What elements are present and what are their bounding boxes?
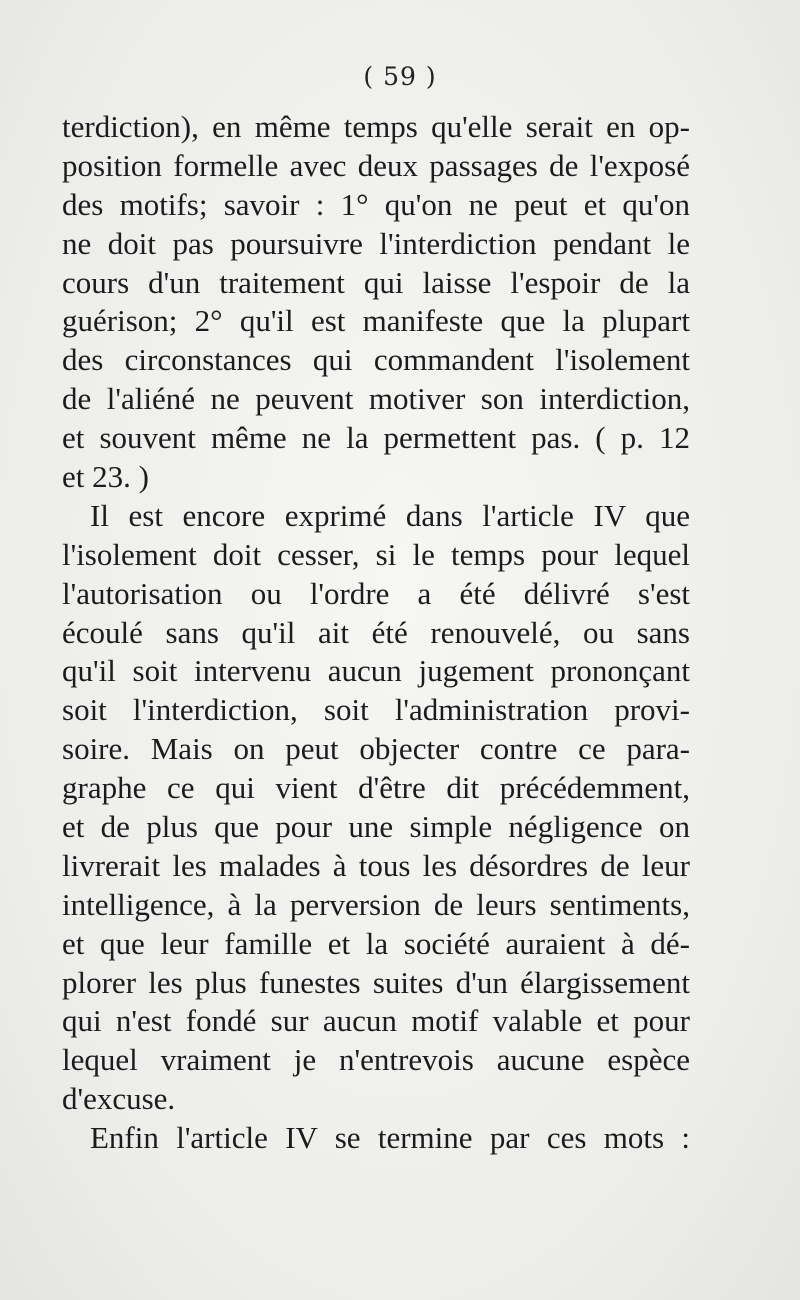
text-line: et que leur famille et la société auraient à dé- (62, 925, 690, 961)
text-line: plorer les plus funestes suites d'un élargissement (62, 964, 690, 1000)
text-line: et de plus que pour une simple négligence on (62, 809, 690, 845)
text-line: ne doit pas poursuivre l'interdiction pendant le (62, 225, 690, 261)
text-line: graphe ce qui vient d'être dit précédemment, (62, 770, 690, 806)
text-line: Enfin l'article IV se termine par ces mots : (90, 1120, 690, 1156)
text-line: intelligence, à la perversion de leurs sentiments, (62, 886, 690, 922)
text-line: cours d'un traitement qui laisse l'espoir de la (62, 264, 690, 300)
paragraph-3 (62, 1119, 690, 1158)
text-line: l'isolement doit cesser, si le temps pour lequel (62, 536, 690, 572)
text-line: Il est encore exprimé dans l'article IV que (90, 497, 690, 533)
text-line: livrerait les malades à tous les désordres de leur (62, 847, 690, 883)
text-line: terdiction), en même temps qu'elle serait en op- (62, 109, 690, 144)
text-line: et souvent même ne la permettent pas. ( p. 12 (62, 420, 690, 456)
page-number: ( 59 ) (363, 62, 437, 91)
text-line: guérison; 2° qu'il est manifeste que la plupart (62, 303, 690, 339)
text-line: des circonstances qui commandent l'isolement (62, 342, 690, 378)
text-line: soire. Mais on peut objecter contre ce para- (62, 731, 690, 767)
text-line: écoulé sans qu'il ait été renouvelé, ou sans (62, 614, 690, 650)
text-line: l'autorisation ou l'ordre a été délivré s'est (62, 575, 690, 611)
text-line: de l'aliéné ne peuvent motiver son interdiction, (62, 381, 690, 417)
text-line: des motifs; savoir : 1° qu'on ne peut et qu'on (62, 186, 690, 222)
text-line: position formelle avec deux passages de l'exposé (62, 147, 690, 183)
text-line: soit l'interdiction, soit l'administration provi- (62, 692, 690, 728)
body-text (62, 108, 690, 1158)
paragraph-1 (62, 108, 690, 497)
text-line: qu'il soit intervenu aucun jugement prononçant (62, 653, 690, 689)
text-line: qui n'est fondé sur aucun motif valable et pour (62, 1003, 690, 1039)
text-line: lequel vraiment je n'entrevois aucune espèce (62, 1042, 690, 1078)
text-line: d'excuse. (62, 1081, 176, 1117)
paragraph-2 (62, 497, 690, 1119)
text-line: et 23. ) (62, 459, 149, 495)
